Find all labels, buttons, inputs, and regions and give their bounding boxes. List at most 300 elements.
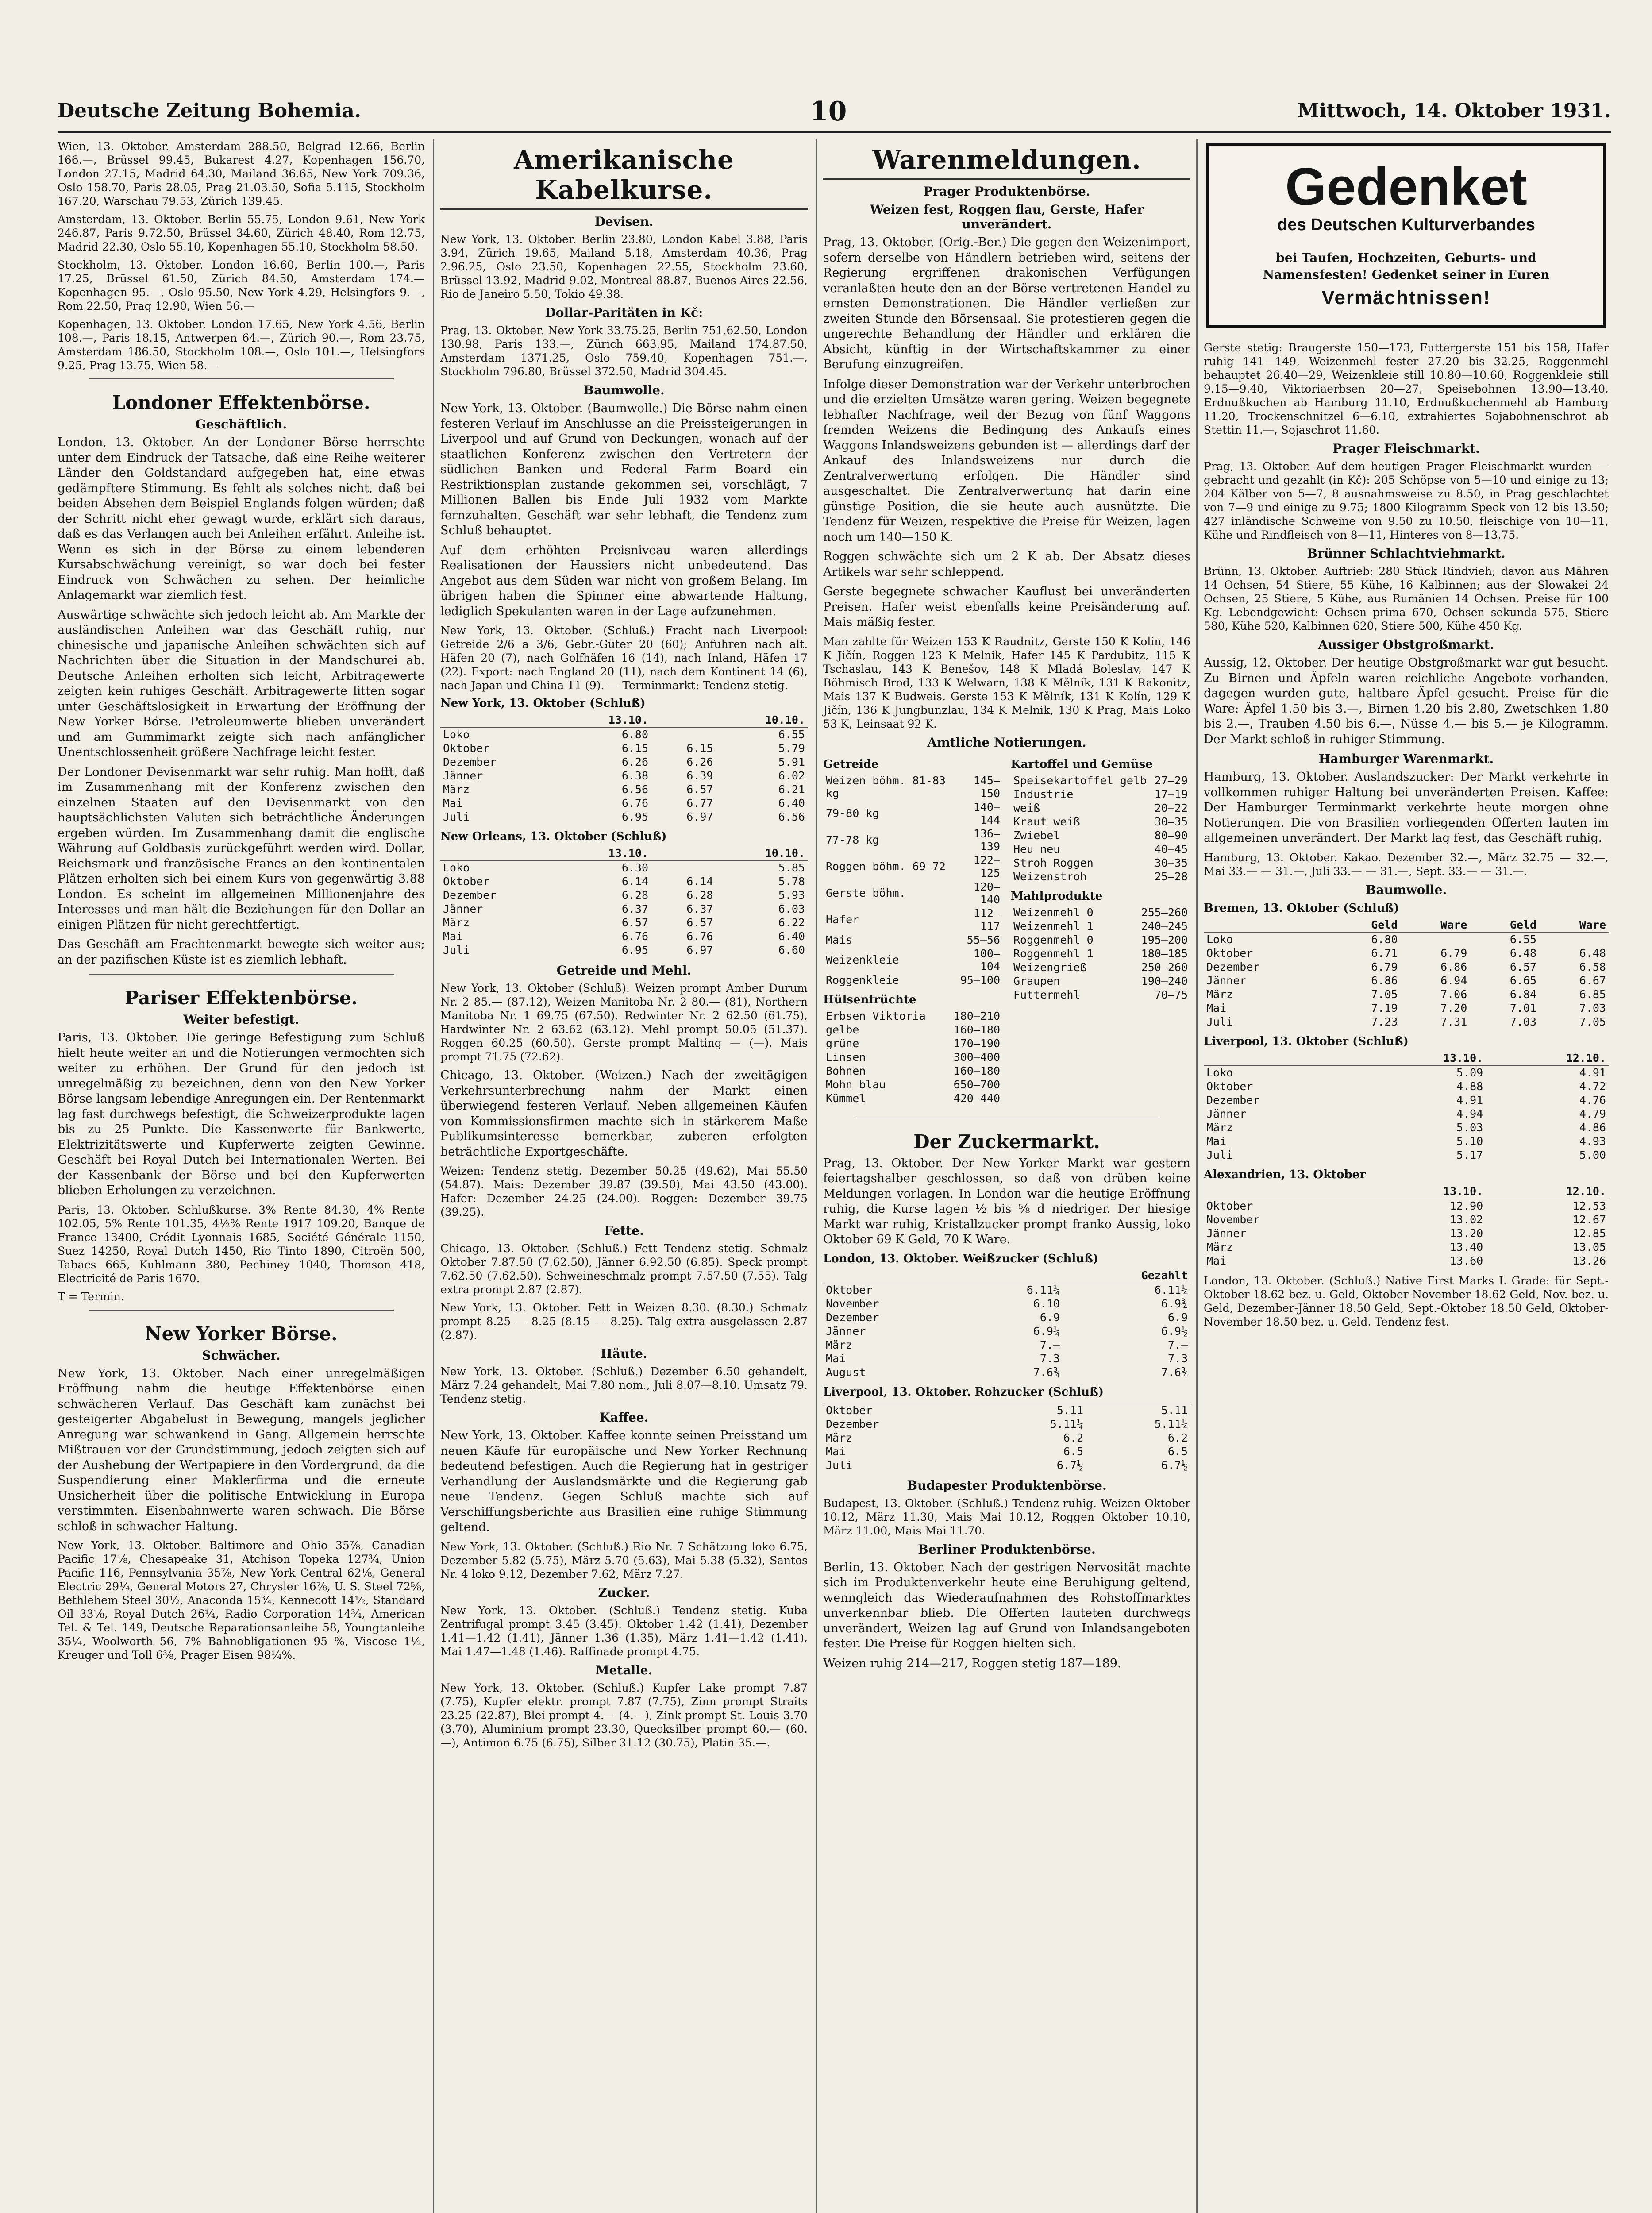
table-caption: Hülsenfrüchte (823, 993, 916, 1006)
table-cell: 6.86 (1371, 974, 1398, 987)
article-paragraph: Prag, 13. Oktober. Der New Yorker Markt war gestern feiertagshalber geschlossen, so daß von drüben keine Meldungen vorlagen. In London war die heutige Eröffnung ruhig, die Kurse lagen ½ bis ⅝ d niedriger. Der hiesige Markt war ruhig, Kristallzucker prompt franko Aussig, loko Oktober 69 K Geld, 70 K Ware. (823, 1156, 1190, 1246)
table-cell: 7.01 (1510, 1001, 1537, 1014)
quote-table (1204, 1184, 1609, 1268)
table-cell: 6.58 (1579, 960, 1606, 973)
table-cell: 420—440 (953, 1091, 1000, 1105)
table-cell: Dezember (826, 1311, 879, 1324)
table-cell: 6.80 (1371, 933, 1398, 946)
table-cell: 7.31 (1440, 1015, 1467, 1028)
table-row (440, 861, 808, 875)
table-cell: Oktober (443, 875, 490, 888)
table-cell: 25—28 (1154, 870, 1188, 883)
table-cell: 6.03 (778, 902, 805, 915)
table-cell: 4.76 (1579, 1093, 1606, 1106)
table-cell: Weizenmehl 1 (1013, 919, 1094, 933)
section-title-warenmeldungen: Warenmeldungen. (823, 145, 1190, 180)
table-row (1011, 842, 1190, 856)
table-cell: Kraut weiß (1013, 815, 1080, 828)
table-cell: grüne (826, 1037, 859, 1050)
table-cell: 7.— (1040, 1338, 1060, 1351)
article-paragraph: Gerste stetig: Braugerste 150—173, Futtergerste 151 bis 158, Hafer ruhig 141—149, Weizenmehl fester 27.20 bis 32.25, Roggenmehl behauptet 26.40—29, Weizenkleie still 10.80—10.60, Roggenkleie still 9.15—9.40, Viktoriaerbsen 20—27, Speisebohnen 13.90—13.40, Erdnußkuchen ab Hamburg 11.10, Erdnußkuchenmehl ab Hamburg 11.20, Trockenschnitzel 6—6.10, extrahiertes Sojabohnenschrot ab Stettin 11.—, Sojaschrot 11.60. (1204, 341, 1609, 436)
quote-table (1204, 1051, 1609, 1162)
article-paragraph: New York, 13. Oktober. Fett in Weizen 8.30. (8.30.) Schmalz prompt 8.25 — 8.25 (8.15 — 8.25). Talg extra ausgelassen 2.87 (2.87). (440, 1301, 808, 1342)
table-cell: 6.11¼ (1154, 1283, 1188, 1296)
table-cell: Oktober (1206, 946, 1253, 960)
table-cell: 12.90 (1449, 1199, 1483, 1212)
table-row (1011, 801, 1190, 815)
article-paragraph: Infolge dieser Demonstration war der Verkehr unterbrochen und die erzielten Umsätze waren gering. Weizen begegnete lebhafter Nachfrage, weil der Bezug von fünf Waggons fremden Weizens die Bedingung des Ankaufs eines Waggons Inlandsweizens gebunden ist — allerdings darf der Ankauf des Inlandsweizens nur durch die Zentralverwertung erfolgen. Die Händler sind ausgeschaltet. Die Zentralverwertung hat darin eine günstige Position, die sie heute auch ausnützte. Die Tendenz für Weizen, respektive die Preise für Weizen, lagen noch um 140—150 K. (823, 377, 1190, 544)
column-header (967, 1268, 1063, 1283)
table-row (1011, 829, 1190, 842)
table-row (1204, 1148, 1609, 1162)
table-row (1204, 1093, 1609, 1107)
table-cell: 5.09 (1456, 1066, 1483, 1079)
table-cell: Mai (443, 930, 463, 943)
table-cell: 6.9¼ (1033, 1324, 1060, 1338)
quote-table (440, 713, 808, 824)
column-4 (1204, 139, 1609, 1333)
article-paragraph: Roggen schwächte sich um 2 K ab. Der Absatz dieses Artikels war sehr schleppend. (823, 550, 1190, 579)
table-cell: 27—29 (1154, 774, 1188, 787)
table-row (823, 1064, 1003, 1078)
section-title-newyork: New Yorker Börse. (145, 1322, 338, 1345)
table-cell: Graupen (1013, 974, 1060, 987)
section-separator (89, 378, 394, 379)
article-paragraph: Paris, 13. Oktober. Schlußkurse. 3% Rente 84.30, 4% Rente 102.05, 5% Rente 101.35, 4½% Rente 1917 109.20, Banque de France 13400, Crédit Lyonnais 1685, Société Générale 1150, Suez 14250, Royal Dutch 1450, Rio Tinto 1890, Citroën 500, Tabacs 665, Kuhlmann 380, Pechiney 1040, Thomson 418, Electricité de Paris 1670. (58, 1203, 425, 1285)
quote-paragraph: Stockholm, 13. Oktober. London 16.60, Berlin 100.—, Paris 17.25, Brüssel 61.50, Zürich 84.50, Amsterdam 174.— Kopenhagen 95.—, Oslo 95.50, New York 4.29, Helsingfors 9.—, Rom 22.50, Prag 12.90, Wien 56.— (58, 258, 425, 312)
section-title-zuckermarkt: Der Zuckermarkt. (913, 1130, 1100, 1153)
section-subtitle: Aussiger Obstgroßmarkt. (1318, 637, 1494, 652)
table-cell: 5.91 (778, 756, 805, 768)
table-cell: 5.00 (1579, 1148, 1606, 1161)
table-cell: Jänner (826, 1324, 866, 1338)
table-cell: 6.39 (686, 769, 713, 782)
table-cell: 6.02 (778, 769, 805, 782)
article-paragraph: New York, 13. Oktober. (Schluß.) Kupfer Lake prompt 7.87 (7.75), Kupfer elektr. prompt 7.87 (7.75), Zinn prompt Straits 23.25 (22.87), Blei prompt 4.— (4.—), Zink prompt St. Louis 3.70 (3.70), Aluminium prompt 23.30, Quecksilber prompt 60.— (60.—), Antimon 6.75 (6.75), Silber 31.12 (30.75), Platin 35.—. (440, 1681, 808, 1749)
table-cell: 79-80 kg (826, 807, 879, 820)
table-cell: 6.84 (1510, 987, 1537, 1001)
table-cell: 7.06 (1440, 987, 1467, 1001)
table-cell: 140—144 (973, 800, 1000, 826)
table-cell: März (826, 1338, 853, 1351)
article-paragraph: Prag, 13. Oktober. New York 33.75.25, Berlin 751.62.50, London 130.98, Paris 133.—, Zürich 663.95, Mailand 174.87.50, Amsterdam 1371.25, Oslo 759.40, Kopenhagen 751.—, Stockholm 796.80, Brüssel 372.50, Madrid 304.45. (440, 324, 808, 378)
table-cell: Hafer (826, 913, 859, 926)
section-subtitle: Geschäftlich. (195, 417, 287, 432)
table-row (1204, 1199, 1609, 1213)
table-row (1204, 1015, 1609, 1029)
table-cell: 5.93 (778, 889, 805, 902)
table-cell: 6.79 (1440, 946, 1467, 960)
table-row (440, 796, 808, 810)
table-cell: 6.56 (621, 783, 649, 796)
table-cell: Juli (826, 1458, 853, 1472)
table-cell: 6.28 (621, 889, 649, 902)
section-subtitle: Baumwolle. (583, 383, 665, 397)
article-paragraph: New York, 13. Oktober. (Baumwolle.) Die Börse nahm einen festeren Verlauf im Anschlusse an die Preissteigerungen in Liverpool und auf Grund von Deckungen, wonach auf der staatlichen Konferenz zwischen den Vertretern der südlichen Banken und Federal Farm Board ein Restriktionsplan zustande gekommen sei, vorschlägt, 7 Millionen Ballen bis Ende Juli 1932 vom Markte fernzuhalten. Geschäft war sehr lebhaft, die Tendenz zum Schluß behauptet. (440, 401, 808, 537)
table-row (440, 769, 808, 783)
table-cell: Mai (826, 1352, 846, 1365)
table-cell: Weizengrieß (1013, 960, 1087, 974)
table-cell: 6.40 (778, 797, 805, 810)
table-row (1011, 815, 1190, 829)
quote-table (823, 1401, 1190, 1472)
table-row (440, 875, 808, 888)
table-cell: Loko (1206, 1066, 1233, 1079)
table-caption: London, 13. Oktober. Weißzucker (Schluß) (823, 1252, 1099, 1265)
table-caption: Bremen, 13. Oktober (Schluß) (1204, 901, 1399, 915)
table-cell: Weizen böhm. 81-83 kg (826, 774, 946, 800)
table-cell: 6.86 (1440, 960, 1467, 973)
quote-table (1011, 906, 1190, 1002)
table-cell: 5.03 (1456, 1121, 1483, 1134)
table-cell: Dezember (1206, 1093, 1260, 1106)
table-cell: 4.72 (1579, 1080, 1606, 1093)
table-row (440, 902, 808, 916)
table-cell: 160—180 (953, 1023, 1000, 1036)
term-note: T = Termin. (58, 1290, 124, 1303)
official-quotes (823, 753, 1190, 1111)
table-row (1011, 988, 1190, 1002)
table-cell: 6.55 (778, 728, 805, 741)
table-cell: Bohnen (826, 1064, 866, 1077)
section-separator (89, 974, 394, 975)
table-row (1011, 787, 1190, 801)
article-paragraph: Prag, 13. Oktober. Auf dem heutigen Prager Fleischmarkt wurden — gebracht und gezahlt (in Kč): 205 Schöpse von 5—10 und einige zu 13; 204 Kälber von 5—7, 8 ausnahmsweise zu 8.50, in Prag geschlachtet von 7—9 und einige zu 9.75; 1800 Kilogramm Speck von 12 bis 13.50; 427 inländische Schweine von 9.50 zu 10.50, fleischige von 10—11, Kühe und Rindfleisch von 8—11, Hinteres von 8—13.75. (1204, 460, 1609, 541)
column-header (1204, 1051, 1363, 1066)
table-cell: 160—180 (953, 1064, 1000, 1077)
article-paragraph: New York, 13. Oktober. (Schluß.) Dezember 6.50 gehandelt, März 7.24 gehandelt, Mai 7.80 nom., Juli 8.07—8.10. Umsatz 79. Tendenz stetig. (440, 1365, 808, 1405)
table-cell: März (1206, 987, 1233, 1001)
column-divider (433, 139, 434, 2213)
table-cell: Jänner (443, 769, 483, 782)
table-cell: Roggenmehl 0 (1013, 933, 1094, 946)
section-subtitle: Metalle. (595, 1662, 653, 1677)
table-cell: 6.65 (1510, 974, 1537, 987)
table-cell: März (443, 916, 470, 929)
column-1 (58, 139, 425, 1666)
table-cell: 13.02 (1449, 1213, 1483, 1226)
table-cell: gelbe (826, 1023, 859, 1036)
table-cell: Kümmel (826, 1091, 866, 1105)
table-cell: 30—35 (1154, 856, 1188, 869)
table-row (823, 1431, 1190, 1445)
column-header (440, 846, 559, 861)
table-header-row (1204, 918, 1609, 933)
table-cell: 6.26 (621, 756, 649, 768)
quote-paragraph: Kopenhagen, 13. Oktober. London 17.65, New York 4.56, Berlin 108.—, Paris 18.15, Antwerpen 64.—, Zürich 90.—, Rom 23.75, Amsterdam 186.50, Stockholm 108.—, Oslo 101.—, Helsingfors 9.25, Prag 13.75, Wien 58.— (58, 318, 425, 372)
column-header: 13.10. (559, 713, 651, 728)
table-cell: Jänner (1206, 1107, 1247, 1120)
table-row (1204, 1240, 1609, 1254)
article-paragraph: Gerste begegnete schwacher Kauflust bei unveränderten Preisen. Hafer weist ebenfalls keine Preisänderung auf. Mais mäßig fester. (823, 585, 1190, 629)
table-cell: Oktober (1206, 1199, 1253, 1212)
table-cell: 4.93 (1579, 1134, 1606, 1148)
table-row (440, 929, 808, 943)
table-cell: Dezember (443, 889, 497, 902)
article-paragraph: Auf dem erhöhten Preisniveau waren allerdings Realisationen der Haussiers nicht unbedeutend. Das Angebot aus dem Süden war nicht von großem Belang. Im übrigen haben die Spinner eine abwartende Haltung, lediglich Spekulanten waren in der Lage aufzunehmen. (440, 543, 808, 618)
table-cell: Mai (1206, 1254, 1227, 1267)
table-cell: Weizenstroh (1013, 870, 1087, 883)
table-cell: Juli (1206, 1015, 1233, 1028)
table-row (823, 1311, 1190, 1324)
table-cell: 7.05 (1579, 1015, 1606, 1028)
table-cell: 7.03 (1510, 1015, 1537, 1028)
article-paragraph: Das Geschäft am Frachtenmarkt bewegte sich weiter aus; an der pazifischen Küste ist es ziemlich lebhaft. (58, 937, 425, 967)
table-cell: 5.11 (1056, 1403, 1084, 1417)
table-cell: 6.22 (778, 916, 805, 929)
table-cell: Oktober (826, 1403, 873, 1417)
table-row (823, 827, 1003, 853)
table-caption: Liverpool, 13. Oktober. Rohzucker (Schluß) (823, 1385, 1104, 1399)
table-cell: 6.76 (621, 930, 649, 943)
table-row (823, 880, 1003, 906)
table-cell: Weizenmehl 0 (1013, 906, 1094, 919)
table-cell: 6.85 (1579, 987, 1606, 1001)
table-cell: 255—260 (1141, 906, 1188, 919)
table-cell: 6.79 (1371, 960, 1398, 973)
table-cell: 12.67 (1572, 1213, 1606, 1226)
ad-text: bei Taufen, Hochzeiten, Geburts- und Namensfesten! Gedenket seiner in Euren (1263, 251, 1550, 282)
table-row (440, 755, 808, 769)
table-cell: Jänner (1206, 1226, 1247, 1240)
table-cell: 180—185 (1141, 947, 1188, 960)
table-row (1204, 960, 1609, 974)
table-row (1011, 947, 1190, 960)
table-cell: März (1206, 1240, 1233, 1253)
table-cell: Speisekartoffel gelb (1013, 774, 1147, 787)
table-cell: 6.21 (778, 783, 805, 796)
column-header: Geld (1331, 918, 1401, 933)
table-row (823, 1023, 1003, 1037)
section-separator (89, 1310, 394, 1311)
column-header (651, 846, 716, 861)
section-subtitle: Kaffee. (599, 1410, 649, 1425)
table-cell: Heu neu (1013, 842, 1060, 856)
table-cell: 6.76 (686, 930, 713, 943)
table-row (823, 1297, 1190, 1311)
table-cell: Juli (443, 944, 470, 956)
table-cell: 6.60 (778, 944, 805, 956)
table-cell: Dezember (1206, 960, 1260, 973)
table-cell: 6.11¼ (1026, 1283, 1060, 1296)
table-cell: Oktober (1206, 1080, 1253, 1093)
quotes-right (1011, 753, 1190, 1111)
table-cell: 6.15 (686, 742, 713, 755)
table-cell: 6.15 (621, 742, 649, 755)
table-row (440, 741, 808, 755)
column-header: Ware (1539, 918, 1609, 933)
table-cell: 13.60 (1449, 1254, 1483, 1267)
table-cell: 7.23 (1371, 1015, 1398, 1028)
table-cell: Dezember (443, 756, 497, 768)
table-row (823, 1458, 1190, 1472)
table-row (440, 728, 808, 742)
table-cell: 20—22 (1154, 801, 1188, 814)
section-subtitle: Fette. (604, 1223, 644, 1238)
table-cell: Jänner (443, 902, 483, 915)
table-row (823, 1365, 1190, 1379)
table-cell: 250—260 (1141, 960, 1188, 974)
section-title-london: Londoner Effektenbörse. (112, 392, 370, 413)
table-cell: 6.97 (686, 944, 713, 956)
table-cell: 4.88 (1456, 1080, 1483, 1093)
table-row (823, 800, 1003, 827)
advertisement-box (1206, 143, 1606, 328)
table-cell: 7.20 (1440, 1001, 1467, 1014)
article-paragraph: Hamburg, 13. Oktober. Auslandszucker: Der Markt verkehrte in vollkommen ruhiger Haltung bei unveränderten Preisen. Kaffee: Der Hamburger Terminmarkt verkehrte heute morgen ohne Notierungen. Die von Brasilien vorliegenden Offerten lauten im allgemeinen unverändert. Der Markt lag fest, das Geschäft ruhig. (1204, 770, 1609, 845)
column-header: 10.10. (716, 846, 808, 861)
table-cell: 300—400 (953, 1050, 1000, 1064)
table-cell: 5.11¼ (1154, 1417, 1188, 1430)
column-header (651, 713, 716, 728)
table-cell: 6.95 (621, 810, 649, 823)
ad-bottom-line: Vermächtnissen! (1321, 287, 1491, 308)
table-row (440, 783, 808, 796)
table-cell: 6.38 (621, 769, 649, 782)
table-cell: 55—56 (967, 933, 1000, 946)
table-header-row (823, 1268, 1190, 1283)
table-caption: Alexandrien, 13. Oktober (1204, 1168, 1366, 1181)
table-cell: 6.76 (621, 797, 649, 810)
table-cell: Dezember (826, 1417, 879, 1430)
table-cell (651, 861, 716, 875)
table-cell: 6.7½ (1056, 1458, 1084, 1472)
section-title-kabelkurse: Amerikanische Kabelkurse. (440, 145, 808, 210)
table-row (1204, 1065, 1609, 1080)
table-row (1011, 974, 1190, 988)
section-subtitle: Schwächer. (202, 1348, 281, 1363)
table-cell: März (1206, 1121, 1233, 1134)
table-cell: 195—200 (1141, 933, 1188, 946)
column-header: 12.10. (1486, 1051, 1609, 1066)
table-header-row (440, 713, 808, 728)
table-cell (1400, 932, 1470, 946)
table-cell: Industrie (1013, 787, 1074, 801)
section-subtitle: Budapester Produktenbörse. (907, 1478, 1107, 1493)
quote-table (1204, 918, 1609, 1029)
table-cell: Juli (1206, 1148, 1233, 1161)
column-divider (1196, 139, 1198, 2213)
table-row (440, 943, 808, 957)
table-cell: 4.79 (1579, 1107, 1606, 1120)
table-cell: 240—245 (1141, 919, 1188, 933)
column-header: 12.10. (1486, 1184, 1609, 1199)
table-cell: 13.05 (1572, 1240, 1606, 1253)
table-cell: 136—139 (973, 827, 1000, 853)
table-row (823, 947, 1003, 973)
table-cell: 12.53 (1572, 1199, 1606, 1212)
table-cell: März (443, 783, 470, 796)
table-cell: 6.9½ (1161, 1324, 1188, 1338)
table-row (823, 853, 1003, 880)
table-cell: 6.5 (1167, 1445, 1188, 1458)
table-row (440, 916, 808, 929)
section-subtitle: Weiter befestigt. (183, 1012, 299, 1027)
table-row (1011, 933, 1190, 947)
table-cell: 6.57 (686, 916, 713, 929)
table-cell: 6.57 (1510, 960, 1537, 973)
article-paragraph: London, 13. Oktober. An der Londoner Börse herrschte unter dem Eindruck der Tatsache, daß eine Reihe weiterer Länder den Goldstandard aufgegeben hat, eine etwas gedämpftere Stimmung. Es fehlt als solches nicht, daß bei beiden Absehen dem Beispiel Englands folgen würden; daß der Schritt nicht eher gewagt wurde, erklärt sich daraus, daß es das Verlangen auch bei Anleihen erfährt. Anleihe ist. Wenn es sich in der Börse zu einem lebenderen Kursabschwächung vereinigt, so war doch bei fester Eindruck von Schwächen zu sehen. Der heimliche Anlagemarkt war ziemlich fest. (58, 436, 425, 602)
section-subtitle: Devisen. (594, 214, 654, 229)
header-rule (58, 131, 1611, 133)
column-header (823, 1268, 967, 1283)
article-paragraph: New York, 13. Oktober. Baltimore and Ohio 35⅞, Canadian Pacific 17⅛, Chesapeake 31, Atchison Topeka 127¾, Union Pacific 116, Pennsylvania 35⅞, New York Central 62⅛, General Electric 29¼, General Motors 27, Chrysler 16⅞, U. S. Steel 72⅝, Bethlehem Steel 30½, Anaconda 15¾, Kennecott 14½, Standard Oil 33⅛, Royal Dutch 26¼, Radio Corporation 14¾, American Tel. & Tel. 149, Deutsche Reparationsanleihe 58, Youngtanleihe 35¼, Woolworth 56, 7% Bahnobligationen 95 %, Viscose 1½, Kreuger und Toll 6⅜, Prager Eisen 98¼%. (58, 1539, 425, 1662)
table-cell (1539, 932, 1609, 946)
table-cell: 5.17 (1456, 1148, 1483, 1161)
table-cell: 170—190 (953, 1037, 1000, 1050)
table-cell: weiß (1013, 801, 1040, 814)
page-number: 10 (810, 96, 847, 127)
table-cell: 12.85 (1572, 1226, 1606, 1240)
table-row (1204, 1134, 1609, 1148)
table-row (823, 774, 1003, 800)
table-cell: 190—240 (1141, 974, 1188, 987)
section-subtitle: Häute. (601, 1346, 647, 1361)
table-cell: 6.2 (1063, 1431, 1084, 1444)
table-cell: 6.5 (1063, 1445, 1084, 1458)
table-row (823, 1037, 1003, 1050)
section-subtitle: Dollar-Paritäten in Kč: (545, 305, 703, 320)
table-cell: Erbsen Viktoria (826, 1009, 926, 1022)
table-cell: 6.37 (621, 902, 649, 915)
table-cell: 6.9 (1040, 1311, 1060, 1324)
table-cell: 6.48 (1579, 946, 1606, 960)
table-row (823, 1050, 1003, 1064)
article-paragraph: Paris, 13. Oktober. Die geringe Befestigung zum Schluß hielt heute weiter an und die Notierungen vermochten sich weiter zu erhöhen. Der Grund für den jedoch ist unregelmäßig zu bezeichnen, denn von den New Yorker Börse langsam lebendige Anregungen ein. Der Rentenmarkt lag fast durchwegs befestigt, die Schweizerprodukte lagen bis zu 25 Punkte. Die Kassenwerte für Bankwerte, Elektrizitätswerte und Kupferwerte zeigten Gewinne. Geschäft bei Royal Dutch bei Internationalen Werten. Bei der Kassenbank der Börse und bei den Kupferwerten blieben Erholungen zu verzeichnen. (58, 1031, 425, 1197)
table-row (1204, 1121, 1609, 1134)
table-cell: 6.67 (1579, 974, 1606, 987)
table-cell: 7.19 (1371, 1001, 1398, 1014)
table-cell: 6.48 (1510, 946, 1537, 960)
table-row (1011, 960, 1190, 974)
table-row (1204, 1107, 1609, 1121)
table-row (440, 810, 808, 824)
table-cell: 6.77 (686, 797, 713, 810)
table-row (1204, 946, 1609, 960)
column-header: Geld (1470, 918, 1539, 933)
table-cell: 6.30 (621, 861, 649, 874)
table-cell: 6.9¾ (1161, 1297, 1188, 1310)
section-subtitle: Prager Fleischmarkt. (1332, 441, 1480, 456)
table-cell: Linsen (826, 1050, 866, 1064)
table-cell: August (826, 1365, 866, 1379)
table-cell: 6.37 (686, 902, 713, 915)
quote-table (823, 1268, 1190, 1379)
table-row (1204, 1213, 1609, 1226)
table-cell: 5.11¼ (1050, 1417, 1084, 1430)
table-row (823, 1009, 1003, 1023)
table-row (823, 1445, 1190, 1458)
table-row (823, 1338, 1190, 1352)
table-cell: Roggenkleie (826, 973, 899, 987)
table-cell: Futtermehl (1013, 988, 1080, 1001)
table-row (823, 1091, 1003, 1105)
quote-table (823, 1009, 1003, 1105)
table-cell: 180—210 (953, 1009, 1000, 1022)
column-header (440, 713, 559, 728)
column-header: 13.10. (559, 846, 651, 861)
table-cell: 7.03 (1579, 1001, 1606, 1014)
article-paragraph: Auswärtige schwächte sich jedoch leicht ab. Am Markte der ausländischen Anleihen war das Geschäft ruhig, nur chinesische und japanische Anleihen schwächten sich auf Nachrichten über die Situation in der Mandschurei ab. Deutsche Anleihen erholten sich leicht, Arbitragewerte zeigten kein ruhiges Geschäft. Arbitragewerte litten sogar unter Geschäftslosigkeit in Erwartung der Eröffnung der New Yorker Börse. Petroleumwerte blieben unverändert und am Gummimarkt zeigte sich nach anfänglicher Unentschlossenheit größere Nachfrage leicht fester. (58, 608, 425, 759)
section-subtitle: Brünner Schlachtviehmarkt. (1307, 546, 1506, 561)
column-3 (823, 139, 1190, 1676)
table-cell: 5.78 (778, 875, 805, 888)
table-cell: Loko (1206, 933, 1233, 946)
exchange-quotes (58, 139, 425, 372)
quote-paragraph: Wien, 13. Oktober. Amsterdam 288.50, Belgrad 12.66, Berlin 166.—, Brüssel 99.45, Bukarest 4.27, Kopenhagen 156.70, London 27.15, Madrid 64.30, Mailand 36.65, New York 709.36, Oslo 158.70, Paris 28.05, Prag 21.03.50, Sofia 5.115, Stockholm 167.20, Warschau 79.53, Zürich 139.45. (58, 140, 425, 208)
table-cell (651, 728, 716, 742)
table-row (823, 933, 1003, 947)
